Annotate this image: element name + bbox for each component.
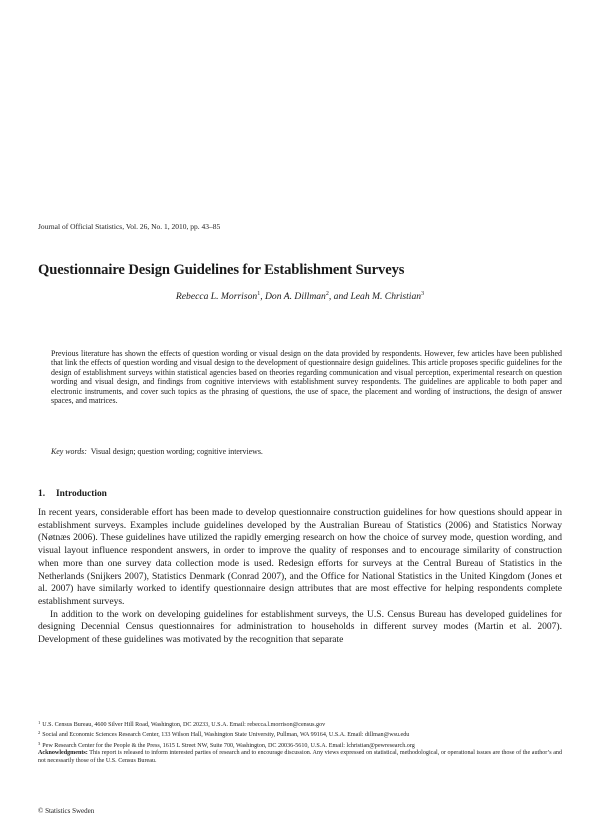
section-number: 1. bbox=[38, 489, 46, 499]
footnote bbox=[38, 729, 562, 739]
author-separator: , bbox=[260, 291, 265, 302]
footnotes bbox=[38, 719, 562, 765]
author-name: Leah M. Christian bbox=[350, 291, 422, 302]
acknowledgments-label: Acknowledgments: bbox=[38, 750, 88, 757]
keywords-label: Key words: bbox=[51, 447, 87, 456]
body-text bbox=[38, 507, 562, 647]
abstract: Previous literature has shown the effects of question wording or visual design on the data provided by respondents. However, few articles have been published that link the effects of question wording and visual design to the development of questionnaire design guidelines. This article proposes specific guidelines for the design of establishment surveys within statistical agencies based on theories regarding communication and visual perception, experimental research on question wording and visual design, and findings from cognitive interviews with establishment survey respondents. The guidelines are applicable to both paper and electronic instruments, and cover such topics as the phrasing of questions, the use of space, the placement and wording of instructions, the design of answer spaces, and matrices. bbox=[51, 349, 562, 406]
footnote-mark: 3 bbox=[38, 740, 41, 746]
acknowledgments bbox=[38, 750, 562, 765]
copyright: © Statistics Sweden bbox=[38, 807, 95, 815]
footnote-mark: 1 bbox=[38, 720, 41, 725]
section-title: Introduction bbox=[56, 489, 107, 499]
paragraph: In addition to the work on developing guidelines for establishment surveys, the U.S. Census Bureau has developed guidelines for designing Decennial Census questionnaires for administration to households in different survey modes (Martin et al. 2007). Development of these guidelines was motivated by the recognition that separate bbox=[38, 608, 562, 646]
footnote bbox=[38, 740, 562, 750]
author-list bbox=[38, 291, 562, 302]
author-name: Rebecca L. Morrison bbox=[175, 291, 258, 302]
footnote-mark: 2 bbox=[38, 730, 41, 736]
author-affiliation-mark: 3 bbox=[421, 291, 425, 297]
keywords-text: Visual design; question wording; cognitive interviews. bbox=[90, 447, 263, 456]
author-separator: , and bbox=[328, 291, 351, 302]
author-affiliation-mark: 1 bbox=[257, 291, 261, 297]
author-name: Don A. Dillman bbox=[264, 291, 326, 302]
footnote-text: U.S. Census Bureau, 4600 Silver Hill Road, Washington, DC 20233, U.S.A. Email: rebecca.l.morrison@census.gov bbox=[42, 722, 326, 728]
author-affiliation-mark: 2 bbox=[325, 291, 329, 297]
keywords bbox=[51, 447, 562, 456]
footnote-text: Pew Research Center for the People & the Press, 1615 L Street NW, Suite 700, Washington, DC 20036-5610, U.S.A. Email: lchristian@pewresearch.org bbox=[42, 742, 415, 749]
acknowledgments-text: This report is released to inform interested parties of research and to encourage discussion. Any views expressed on statistical, methodological, or operational issues are those of the author’s and not necessarily those of the U.S. Census Bureau. bbox=[38, 750, 563, 764]
article-title: Questionnaire Design Guidelines for Establishment Surveys bbox=[38, 262, 405, 278]
section-heading bbox=[38, 489, 107, 499]
footnote bbox=[38, 719, 562, 729]
footnote-text: Social and Economic Sciences Research Center, 133 Wilson Hall, Washington State University, Pullman, WA 99164, U.S.A. Email: dillman@wsu.edu bbox=[42, 732, 410, 739]
paragraph: In recent years, considerable effort has been made to develop questionnaire construction guidelines for how questions should appear in establishment surveys. Examples include guidelines developed by the Australian Bureau of Statistics (2006) and Statistics Norway (Nøtnæs 2006). These guidelines have utilized the rapidly emerging research on how the choice of survey mode, question wording, and visual layout influence respondent answers, in order to improve the quality of responses and to encourage similarity of construction when more than one survey data collection mode is used. Redesign efforts for surveys at the Central Bureau of Statistics in the Netherlands (Snijkers 2007), Statistics Denmark (Conrad 2007), and the Office for National Statistics in the United Kingdom (Jones et al. 2007) have similarly worked to identify questionnaire design attributes that are most effective for helping respondents complete establishment surveys. bbox=[38, 507, 562, 607]
journal-citation: Journal of Official Statistics, Vol. 26, No. 1, 2010, pp. 43–85 bbox=[38, 222, 221, 231]
